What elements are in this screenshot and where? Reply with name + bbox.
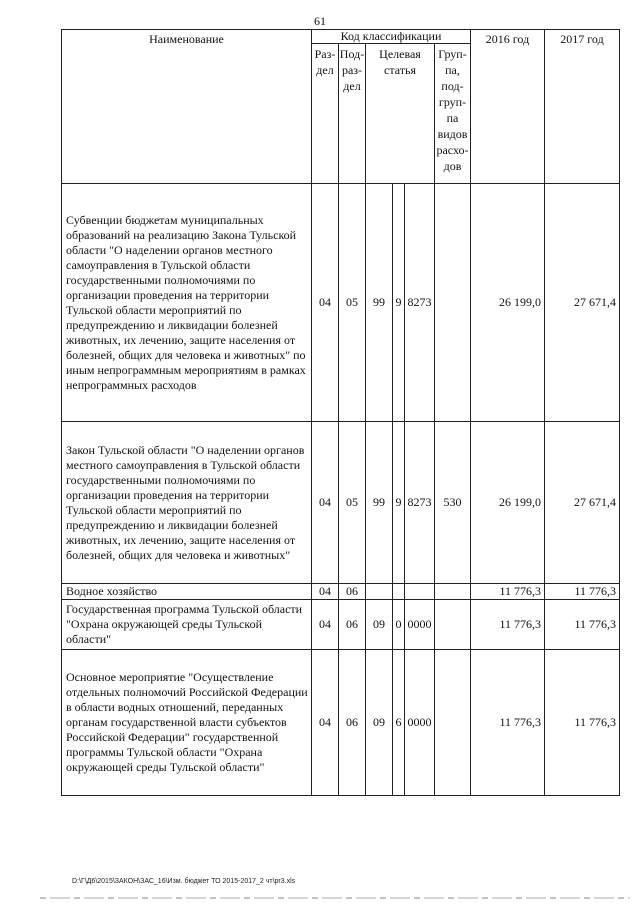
header-tselevaya-statya: Целевая статья bbox=[366, 44, 435, 184]
row-vid bbox=[435, 184, 471, 422]
row-amount-2016: 11 776,3 bbox=[471, 600, 545, 650]
row-razdel: 04 bbox=[312, 422, 339, 584]
row-amount-2017: 11 776,3 bbox=[545, 584, 620, 600]
row-amount-2016: 26 199,0 bbox=[471, 422, 545, 584]
row-target-code: 0000 bbox=[405, 650, 435, 796]
row-target-program: 09 bbox=[366, 600, 393, 650]
row-vid bbox=[435, 600, 471, 650]
row-target-code: 8273 bbox=[405, 184, 435, 422]
page-number: 61 bbox=[314, 14, 326, 28]
row-razdel: 04 bbox=[312, 184, 339, 422]
row-target-sub: 6 bbox=[393, 650, 405, 796]
header-razdel: Раз- дел bbox=[312, 44, 339, 184]
row-vid bbox=[435, 584, 471, 600]
row-name: Закон Тульской области "О наделении органов местного самоуправления в Тульской области государственными полномочиями по организации проведения на территории Тульской области мероприятий по предупреждению и ликвидации болезней животных, их лечению, защите населения от болезней, общих для человека и животных" bbox=[62, 422, 312, 584]
row-podrazdel: 05 bbox=[339, 184, 366, 422]
row-amount-2017: 27 671,4 bbox=[545, 184, 620, 422]
row-amount-2017: 11 776,3 bbox=[545, 600, 620, 650]
header-year-2017: 2017 год bbox=[545, 30, 620, 184]
scan-artifact-line bbox=[40, 897, 630, 899]
row-target-program: 09 bbox=[366, 650, 393, 796]
table-row bbox=[62, 584, 620, 600]
header-year-2016: 2016 год bbox=[471, 30, 545, 184]
row-podrazdel: 06 bbox=[339, 600, 366, 650]
row-name: Субвенции бюджетам муниципальных образований на реализацию Закона Тульской области "О наделении органов местного самоуправления в Тульской области государственными полномочиями по организации проведения на территории Тульской области мероприятий по предупреждению и ликвидации болезней животных, их лечению, защите населения от болезней, общих для человека и животных" по иным непрограммным мероприятиям в рамках непрограммных расходов bbox=[62, 184, 312, 422]
row-podrazdel: 05 bbox=[339, 422, 366, 584]
row-target-sub: 9 bbox=[393, 422, 405, 584]
header-gruppa-vidov: Груп- па, под- груп- па видов расхо- дов bbox=[435, 44, 471, 184]
row-amount-2017: 11 776,3 bbox=[545, 650, 620, 796]
row-podrazdel: 06 bbox=[339, 650, 366, 796]
row-razdel: 04 bbox=[312, 584, 339, 600]
row-target-code bbox=[405, 584, 435, 600]
table-row bbox=[62, 650, 620, 796]
budget-table bbox=[61, 29, 620, 796]
row-podrazdel: 06 bbox=[339, 584, 366, 600]
header-podrazdel: Под- раз- дел bbox=[339, 44, 366, 184]
row-amount-2017: 27 671,4 bbox=[545, 422, 620, 584]
row-amount-2016: 11 776,3 bbox=[471, 584, 545, 600]
table-row bbox=[62, 184, 620, 422]
row-target-code: 0000 bbox=[405, 600, 435, 650]
row-name: Государственная программа Тульской области "Охрана окружающей среды Тульской области" bbox=[62, 600, 312, 650]
row-razdel: 04 bbox=[312, 600, 339, 650]
row-amount-2016: 26 199,0 bbox=[471, 184, 545, 422]
row-target-code: 8273 bbox=[405, 422, 435, 584]
row-target-program: 99 bbox=[366, 422, 393, 584]
header-code-group: Код классификации bbox=[312, 30, 471, 44]
row-target-sub: 9 bbox=[393, 184, 405, 422]
row-vid bbox=[435, 650, 471, 796]
header-name: Наименование bbox=[62, 30, 312, 184]
row-target-program: 99 bbox=[366, 184, 393, 422]
row-name: Основное мероприятие "Осуществление отдельных полномочий Российской Федерации в области водных отношений, переданных органам государственной власти субъектов Российской Федерации" государственной программы Тульской области "Охрана окружающей среды Тульской области" bbox=[62, 650, 312, 796]
row-target-program bbox=[366, 584, 393, 600]
row-name: Водное хозяйство bbox=[62, 584, 312, 600]
row-razdel: 04 bbox=[312, 650, 339, 796]
row-amount-2016: 11 776,3 bbox=[471, 650, 545, 796]
table-row bbox=[62, 422, 620, 584]
file-path-footer: D:\Г\Д6\2015\ЗАКОН\ЗАС_16\Изм. бюджет ТО 2015-2017_2 чт\pr3.xls bbox=[72, 878, 296, 885]
row-target-sub bbox=[393, 584, 405, 600]
row-vid: 530 bbox=[435, 422, 471, 584]
table-row bbox=[62, 600, 620, 650]
row-target-sub: 0 bbox=[393, 600, 405, 650]
